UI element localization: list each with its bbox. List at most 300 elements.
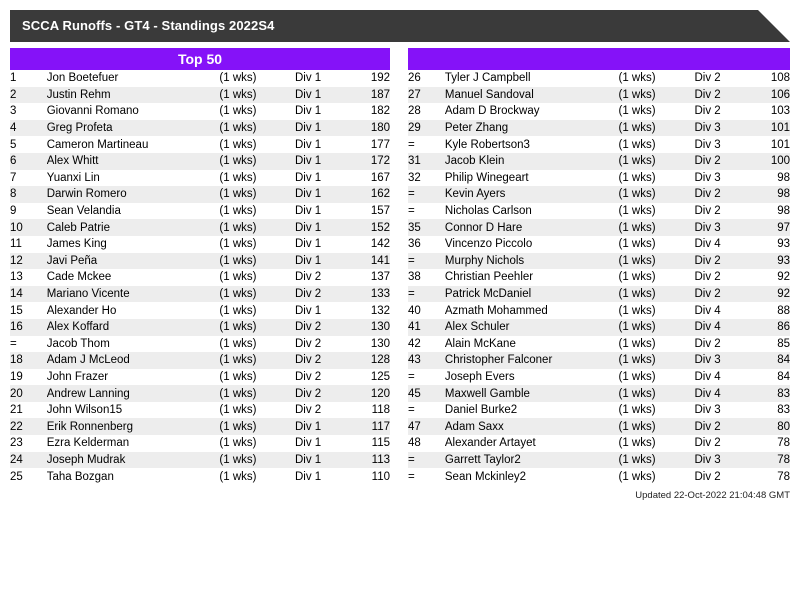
row-driver-name: Christian Peehler [445, 269, 619, 286]
row-weeks: (1 wks) [619, 418, 695, 435]
row-position: 42 [408, 336, 445, 353]
row-division: Div 4 [694, 236, 750, 253]
row-points: 187 [351, 87, 390, 104]
row-points: 130 [351, 336, 390, 353]
table-row [408, 435, 790, 452]
row-weeks: (1 wks) [219, 186, 295, 203]
row-position: 43 [408, 352, 445, 369]
row-driver-name: Jon Boetefuer [47, 70, 220, 87]
row-division: Div 2 [694, 418, 750, 435]
row-driver-name: Philip Winegeart [445, 170, 619, 187]
row-division: Div 4 [694, 369, 750, 386]
row-weeks: (1 wks) [219, 219, 295, 236]
row-driver-name: Alex Koffard [47, 319, 220, 336]
row-position: 5 [10, 136, 47, 153]
row-weeks: (1 wks) [619, 219, 695, 236]
table-row [10, 452, 390, 469]
row-driver-name: Jacob Thom [47, 336, 220, 353]
row-points: 93 [751, 253, 790, 270]
table-row [408, 136, 790, 153]
row-weeks: (1 wks) [219, 435, 295, 452]
row-division: Div 1 [295, 153, 351, 170]
row-weeks: (1 wks) [219, 170, 295, 187]
row-weeks: (1 wks) [219, 87, 295, 104]
row-division: Div 2 [694, 203, 750, 220]
row-position: = [408, 402, 445, 419]
row-division: Div 2 [295, 402, 351, 419]
row-points: 93 [751, 236, 790, 253]
row-points: 78 [751, 468, 790, 485]
table-row [10, 70, 390, 87]
row-driver-name: Kevin Ayers [445, 186, 619, 203]
row-weeks: (1 wks) [219, 468, 295, 485]
row-position: 38 [408, 269, 445, 286]
row-driver-name: Joseph Evers [445, 369, 619, 386]
standings-column-left [10, 48, 390, 485]
row-position: 23 [10, 435, 47, 452]
table-row [10, 253, 390, 270]
row-driver-name: Adam D Brockway [445, 103, 619, 120]
row-position: 14 [10, 286, 47, 303]
row-points: 115 [351, 435, 390, 452]
table-row [10, 435, 390, 452]
row-weeks: (1 wks) [619, 352, 695, 369]
row-weeks: (1 wks) [619, 153, 695, 170]
row-position: 36 [408, 236, 445, 253]
row-division: Div 1 [295, 236, 351, 253]
row-points: 100 [751, 153, 790, 170]
row-division: Div 2 [694, 103, 750, 120]
row-position: 25 [10, 468, 47, 485]
table-row [10, 369, 390, 386]
row-driver-name: Christopher Falconer [445, 352, 619, 369]
row-weeks: (1 wks) [219, 402, 295, 419]
row-points: 142 [351, 236, 390, 253]
row-driver-name: John Frazer [47, 369, 220, 386]
row-division: Div 3 [694, 402, 750, 419]
row-position: 26 [408, 70, 445, 87]
row-points: 83 [751, 385, 790, 402]
row-division: Div 4 [694, 385, 750, 402]
row-points: 172 [351, 153, 390, 170]
table-row [408, 369, 790, 386]
row-weeks: (1 wks) [219, 253, 295, 270]
row-driver-name: Manuel Sandoval [445, 87, 619, 104]
row-division: Div 2 [694, 286, 750, 303]
row-position: 10 [10, 219, 47, 236]
row-weeks: (1 wks) [619, 302, 695, 319]
row-weeks: (1 wks) [219, 369, 295, 386]
row-weeks: (1 wks) [219, 286, 295, 303]
row-points: 84 [751, 352, 790, 369]
row-division: Div 2 [694, 253, 750, 270]
row-position: 13 [10, 269, 47, 286]
row-division: Div 1 [295, 203, 351, 220]
row-driver-name: Adam J McLeod [47, 352, 220, 369]
row-position: = [408, 468, 445, 485]
row-weeks: (1 wks) [619, 170, 695, 187]
row-position: 47 [408, 418, 445, 435]
row-weeks: (1 wks) [619, 369, 695, 386]
table-row [10, 402, 390, 419]
column-header-left: Top 50 [10, 48, 390, 70]
row-weeks: (1 wks) [219, 136, 295, 153]
row-weeks: (1 wks) [619, 186, 695, 203]
table-row [10, 286, 390, 303]
row-driver-name: Azmath Mohammed [445, 302, 619, 319]
table-row [10, 203, 390, 220]
row-position: 20 [10, 385, 47, 402]
row-weeks: (1 wks) [219, 336, 295, 353]
table-row [10, 136, 390, 153]
row-points: 78 [751, 452, 790, 469]
row-driver-name: Caleb Patrie [47, 219, 220, 236]
table-row [10, 418, 390, 435]
row-weeks: (1 wks) [619, 269, 695, 286]
row-driver-name: Daniel Burke2 [445, 402, 619, 419]
row-division: Div 1 [295, 219, 351, 236]
row-division: Div 3 [694, 352, 750, 369]
row-points: 132 [351, 302, 390, 319]
table-row [10, 319, 390, 336]
table-row [10, 153, 390, 170]
row-position: 19 [10, 369, 47, 386]
row-points: 88 [751, 302, 790, 319]
row-division: Div 1 [295, 302, 351, 319]
row-position: 22 [10, 418, 47, 435]
table-row [408, 452, 790, 469]
row-position: 18 [10, 352, 47, 369]
row-driver-name: John Wilson15 [47, 402, 220, 419]
row-division: Div 1 [295, 103, 351, 120]
row-weeks: (1 wks) [619, 286, 695, 303]
row-position: 15 [10, 302, 47, 319]
row-driver-name: Darwin Romero [47, 186, 220, 203]
row-weeks: (1 wks) [619, 70, 695, 87]
row-weeks: (1 wks) [219, 236, 295, 253]
row-driver-name: Ezra Kelderman [47, 435, 220, 452]
row-driver-name: Kyle Robertson3 [445, 136, 619, 153]
row-points: 108 [751, 70, 790, 87]
row-driver-name: Nicholas Carlson [445, 203, 619, 220]
table-row [408, 186, 790, 203]
row-division: Div 3 [694, 170, 750, 187]
row-position: 9 [10, 203, 47, 220]
row-points: 130 [351, 319, 390, 336]
table-row [10, 385, 390, 402]
row-position: 40 [408, 302, 445, 319]
row-driver-name: Giovanni Romano [47, 103, 220, 120]
row-points: 92 [751, 269, 790, 286]
row-points: 83 [751, 402, 790, 419]
row-points: 98 [751, 203, 790, 220]
row-driver-name: Murphy Nichols [445, 253, 619, 270]
row-division: Div 1 [295, 186, 351, 203]
row-weeks: (1 wks) [219, 319, 295, 336]
row-division: Div 1 [295, 468, 351, 485]
corner-fold-decoration [758, 10, 790, 42]
row-division: Div 2 [694, 153, 750, 170]
row-driver-name: Peter Zhang [445, 120, 619, 137]
row-weeks: (1 wks) [219, 203, 295, 220]
table-row [408, 468, 790, 485]
row-weeks: (1 wks) [619, 319, 695, 336]
row-division: Div 3 [694, 452, 750, 469]
table-row [408, 70, 790, 87]
table-row [408, 120, 790, 137]
row-points: 97 [751, 219, 790, 236]
row-position: = [408, 203, 445, 220]
row-position: 2 [10, 87, 47, 104]
table-row [10, 269, 390, 286]
row-points: 92 [751, 286, 790, 303]
row-driver-name: Connor D Hare [445, 219, 619, 236]
row-position: = [408, 253, 445, 270]
row-driver-name: Alain McKane [445, 336, 619, 353]
row-points: 85 [751, 336, 790, 353]
row-weeks: (1 wks) [619, 385, 695, 402]
row-driver-name: Justin Rehm [47, 87, 220, 104]
table-row [10, 302, 390, 319]
row-division: Div 2 [694, 336, 750, 353]
row-division: Div 4 [694, 302, 750, 319]
row-driver-name: Maxwell Gamble [445, 385, 619, 402]
standings-table-right [408, 70, 790, 485]
row-points: 152 [351, 219, 390, 236]
row-driver-name: Greg Profeta [47, 120, 220, 137]
row-division: Div 2 [295, 352, 351, 369]
row-position: 35 [408, 219, 445, 236]
row-points: 110 [351, 468, 390, 485]
row-weeks: (1 wks) [219, 385, 295, 402]
row-driver-name: Cade Mckee [47, 269, 220, 286]
row-points: 118 [351, 402, 390, 419]
row-driver-name: Erik Ronnenberg [47, 418, 220, 435]
row-points: 101 [751, 136, 790, 153]
row-position: 24 [10, 452, 47, 469]
row-position: 7 [10, 170, 47, 187]
table-row [408, 402, 790, 419]
table-row [408, 319, 790, 336]
standings-column-right [408, 48, 790, 485]
row-weeks: (1 wks) [619, 402, 695, 419]
standings-table-left [10, 70, 390, 485]
row-weeks: (1 wks) [219, 103, 295, 120]
row-position: 21 [10, 402, 47, 419]
row-points: 78 [751, 435, 790, 452]
row-weeks: (1 wks) [619, 435, 695, 452]
row-weeks: (1 wks) [219, 269, 295, 286]
row-position: 27 [408, 87, 445, 104]
row-division: Div 2 [295, 336, 351, 353]
row-division: Div 2 [694, 269, 750, 286]
table-row [10, 352, 390, 369]
row-position: 3 [10, 103, 47, 120]
row-position: 48 [408, 435, 445, 452]
row-division: Div 3 [694, 219, 750, 236]
row-division: Div 2 [295, 369, 351, 386]
row-weeks: (1 wks) [219, 120, 295, 137]
row-division: Div 1 [295, 120, 351, 137]
row-driver-name: Taha Bozgan [47, 468, 220, 485]
row-points: 106 [751, 87, 790, 104]
row-points: 133 [351, 286, 390, 303]
row-driver-name: Tyler J Campbell [445, 70, 619, 87]
row-weeks: (1 wks) [619, 468, 695, 485]
row-points: 80 [751, 418, 790, 435]
row-driver-name: Sean Velandia [47, 203, 220, 220]
row-driver-name: Alex Whitt [47, 153, 220, 170]
row-position: 1 [10, 70, 47, 87]
row-division: Div 2 [694, 70, 750, 87]
row-points: 117 [351, 418, 390, 435]
table-row [10, 236, 390, 253]
row-division: Div 3 [694, 120, 750, 137]
row-division: Div 2 [694, 468, 750, 485]
table-row [408, 170, 790, 187]
row-points: 180 [351, 120, 390, 137]
row-points: 98 [751, 186, 790, 203]
row-driver-name: Sean Mckinley2 [445, 468, 619, 485]
page-title: SCCA Runoffs - GT4 - Standings 2022S4 [22, 18, 275, 33]
title-bar [10, 10, 790, 42]
row-points: 192 [351, 70, 390, 87]
row-driver-name: Vincenzo Piccolo [445, 236, 619, 253]
row-weeks: (1 wks) [219, 452, 295, 469]
row-points: 162 [351, 186, 390, 203]
row-points: 84 [751, 369, 790, 386]
row-points: 177 [351, 136, 390, 153]
row-division: Div 1 [295, 253, 351, 270]
table-row [10, 186, 390, 203]
table-row [408, 219, 790, 236]
row-points: 103 [751, 103, 790, 120]
table-row [408, 87, 790, 104]
updated-timestamp: Updated 22-Oct-2022 21:04:48 GMT [635, 490, 790, 501]
row-weeks: (1 wks) [619, 253, 695, 270]
row-driver-name: Cameron Martineau [47, 136, 220, 153]
table-row [10, 468, 390, 485]
row-driver-name: James King [47, 236, 220, 253]
row-position: 32 [408, 170, 445, 187]
row-driver-name: Yuanxi Lin [47, 170, 220, 187]
row-position: 11 [10, 236, 47, 253]
row-position: = [408, 186, 445, 203]
row-division: Div 2 [295, 385, 351, 402]
row-position: 4 [10, 120, 47, 137]
row-division: Div 1 [295, 87, 351, 104]
row-division: Div 1 [295, 452, 351, 469]
row-weeks: (1 wks) [619, 136, 695, 153]
row-division: Div 3 [694, 136, 750, 153]
row-points: 120 [351, 385, 390, 402]
row-position: = [408, 136, 445, 153]
row-weeks: (1 wks) [619, 203, 695, 220]
row-position: 45 [408, 385, 445, 402]
row-points: 141 [351, 253, 390, 270]
table-row [10, 103, 390, 120]
row-position: 29 [408, 120, 445, 137]
row-position: = [10, 336, 47, 353]
table-row [10, 219, 390, 236]
table-row [408, 385, 790, 402]
row-position: = [408, 286, 445, 303]
row-division: Div 4 [694, 319, 750, 336]
row-position: 12 [10, 253, 47, 270]
row-driver-name: Alexander Ho [47, 302, 220, 319]
table-row [408, 236, 790, 253]
row-driver-name: Patrick McDaniel [445, 286, 619, 303]
row-points: 167 [351, 170, 390, 187]
table-row [10, 336, 390, 353]
row-points: 98 [751, 170, 790, 187]
row-weeks: (1 wks) [619, 236, 695, 253]
table-row [408, 336, 790, 353]
row-driver-name: Adam Saxx [445, 418, 619, 435]
row-division: Div 1 [295, 70, 351, 87]
row-weeks: (1 wks) [619, 103, 695, 120]
row-weeks: (1 wks) [219, 418, 295, 435]
table-row [408, 302, 790, 319]
table-row [408, 153, 790, 170]
row-position: 41 [408, 319, 445, 336]
row-division: Div 2 [694, 186, 750, 203]
table-row [408, 253, 790, 270]
row-points: 128 [351, 352, 390, 369]
row-division: Div 1 [295, 418, 351, 435]
row-weeks: (1 wks) [219, 302, 295, 319]
row-driver-name: Joseph Mudrak [47, 452, 220, 469]
table-row [408, 352, 790, 369]
table-row [10, 170, 390, 187]
row-weeks: (1 wks) [619, 120, 695, 137]
row-points: 113 [351, 452, 390, 469]
row-points: 101 [751, 120, 790, 137]
table-row [408, 269, 790, 286]
row-division: Div 1 [295, 170, 351, 187]
table-row [408, 286, 790, 303]
row-weeks: (1 wks) [619, 452, 695, 469]
row-weeks: (1 wks) [619, 87, 695, 104]
row-points: 86 [751, 319, 790, 336]
row-points: 182 [351, 103, 390, 120]
row-points: 125 [351, 369, 390, 386]
row-position: 8 [10, 186, 47, 203]
row-division: Div 2 [295, 319, 351, 336]
row-position: = [408, 369, 445, 386]
row-driver-name: Jacob Klein [445, 153, 619, 170]
row-division: Div 2 [694, 435, 750, 452]
row-driver-name: Garrett Taylor2 [445, 452, 619, 469]
table-row [10, 120, 390, 137]
table-row [408, 203, 790, 220]
row-position: 16 [10, 319, 47, 336]
row-driver-name: Javi Peña [47, 253, 220, 270]
row-division: Div 1 [295, 136, 351, 153]
row-driver-name: Mariano Vicente [47, 286, 220, 303]
table-row [10, 87, 390, 104]
row-driver-name: Alexander Artayet [445, 435, 619, 452]
row-weeks: (1 wks) [219, 153, 295, 170]
row-division: Div 2 [295, 269, 351, 286]
column-header-right [408, 48, 790, 70]
row-weeks: (1 wks) [619, 336, 695, 353]
row-driver-name: Andrew Lanning [47, 385, 220, 402]
row-driver-name: Alex Schuler [445, 319, 619, 336]
row-division: Div 2 [694, 87, 750, 104]
table-row [408, 418, 790, 435]
table-row [408, 103, 790, 120]
